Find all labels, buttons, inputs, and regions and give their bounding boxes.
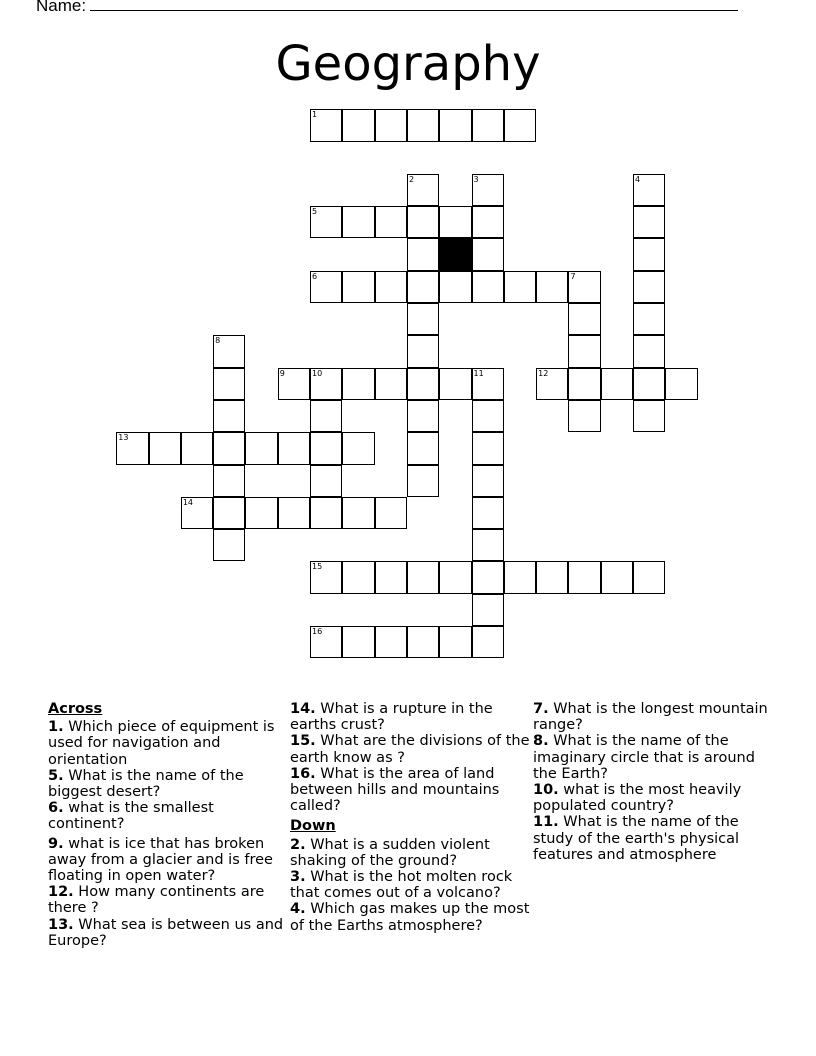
clue-text: What are the divisions of the earth know as ? — [290, 733, 530, 766]
cell-number: 2 — [408, 174, 415, 184]
crossword-cell[interactable] — [536, 271, 568, 303]
crossword-cell[interactable] — [310, 561, 342, 593]
cell-number: 9 — [279, 368, 285, 378]
crossword-cell[interactable] — [310, 497, 342, 529]
clue-number: 9. — [48, 835, 64, 852]
down-clue — [533, 814, 778, 863]
clue-number: 12. — [48, 884, 74, 901]
clue-number: 13. — [48, 916, 74, 933]
down-clue — [290, 837, 535, 869]
clue-number: 11. — [533, 814, 559, 831]
crossword-cell[interactable] — [633, 206, 665, 238]
crossword-cell[interactable] — [213, 497, 245, 529]
cell-number: 7 — [570, 271, 576, 281]
clue-column-1 — [48, 701, 293, 949]
down-clue — [533, 782, 778, 814]
clue-text: What sea is between us and Europe? — [48, 916, 284, 949]
clue-text: What is the hot molten rock that comes out of a volcano? — [290, 869, 513, 902]
clue-number: 8. — [533, 733, 549, 750]
crossword-cell[interactable] — [633, 368, 665, 400]
clue-text: What is the name of the imaginary circle that is around the Earth? — [533, 733, 755, 782]
crossword-cell[interactable] — [310, 432, 342, 464]
crossword-cell[interactable] — [278, 368, 310, 400]
crossword-cell[interactable] — [213, 335, 245, 367]
cell-number: 4 — [635, 174, 641, 184]
crossword-cell[interactable] — [310, 109, 342, 141]
clue-text: what is the most heavily populated country? — [533, 782, 742, 815]
crossword-cell[interactable] — [213, 368, 245, 400]
crossword-cell[interactable] — [472, 497, 504, 529]
crossword-cell[interactable] — [633, 400, 665, 432]
crossword-cell[interactable] — [278, 432, 310, 464]
crossword-cell[interactable] — [568, 368, 600, 400]
down-clue — [533, 701, 778, 733]
across-clue — [48, 719, 293, 768]
clue-number: 16. — [290, 765, 316, 782]
crossword-cell[interactable] — [245, 497, 277, 529]
clue-text: what is ice that has broken away from a glacier and is free floating in open water? — [48, 835, 273, 885]
crossword-cell[interactable] — [407, 432, 439, 464]
crossword-cell[interactable] — [504, 561, 536, 593]
crossword-cell[interactable] — [439, 561, 471, 593]
crossword-cell[interactable] — [407, 561, 439, 593]
crossword-cell[interactable] — [472, 561, 504, 593]
crossword-cell[interactable] — [375, 109, 407, 141]
crossword-cell[interactable] — [342, 109, 374, 141]
across-clue — [290, 701, 535, 733]
down-heading: Down — [290, 818, 336, 835]
cell-number: 3 — [473, 174, 479, 184]
crossword-cell[interactable] — [633, 271, 665, 303]
crossword-cell[interactable] — [342, 432, 374, 464]
across-heading: Across — [48, 701, 103, 717]
page-title: Geography — [275, 36, 541, 92]
crossword-cell[interactable] — [439, 206, 471, 238]
across-clue — [48, 917, 293, 949]
crossword-cell[interactable] — [536, 561, 568, 593]
crossword-cell[interactable] — [568, 400, 600, 432]
crossword-cell[interactable] — [407, 335, 439, 367]
cell-number: 1 — [312, 110, 318, 120]
clue-text: Which gas makes up the most of the Earths atmosphere? — [290, 901, 530, 934]
crossword-cell[interactable] — [213, 465, 245, 497]
crossword-cell[interactable] — [375, 206, 407, 238]
crossword-cell[interactable] — [245, 432, 277, 464]
crossword-cell[interactable] — [568, 561, 600, 593]
crossword-cell[interactable] — [407, 626, 439, 658]
name-label: Name: — [36, 0, 87, 15]
crossword-cell[interactable] — [407, 368, 439, 400]
crossword-cell[interactable] — [665, 368, 697, 400]
crossword-cell[interactable] — [310, 465, 342, 497]
cell-number: 5 — [312, 207, 318, 217]
crossword-cell[interactable] — [439, 368, 471, 400]
crossword-cell[interactable] — [407, 238, 439, 270]
crossword-cell[interactable] — [310, 368, 342, 400]
down-clue — [290, 901, 535, 933]
cell-number: 6 — [312, 271, 318, 281]
black-cell — [439, 238, 471, 270]
clue-text: Which piece of equipment is used for navigation and orientation — [48, 719, 275, 768]
crossword-cell[interactable] — [375, 626, 407, 658]
crossword-cell[interactable] — [472, 271, 504, 303]
crossword-cell[interactable] — [278, 497, 310, 529]
across-clue — [48, 884, 293, 916]
crossword-cell[interactable] — [407, 271, 439, 303]
crossword-cell[interactable] — [116, 432, 148, 464]
crossword-cell[interactable] — [568, 335, 600, 367]
cell-number: 10 — [312, 368, 323, 378]
crossword-cell[interactable] — [568, 271, 600, 303]
crossword-cell[interactable] — [633, 561, 665, 593]
across-clue — [48, 768, 293, 800]
crossword-cell[interactable] — [472, 529, 504, 561]
crossword-cell[interactable] — [633, 335, 665, 367]
clue-text: What is the name of the study of the earth's physical features and atmosphere — [533, 814, 740, 863]
crossword-cell[interactable] — [407, 465, 439, 497]
crossword-cell[interactable] — [342, 206, 374, 238]
clue-text: What is the longest mountain range? — [533, 701, 768, 734]
clue-text: What is a rupture in the earths crust? — [290, 701, 493, 734]
clue-text: What is a sudden violent shaking of the ground? — [290, 836, 490, 869]
clue-number: 2. — [290, 836, 306, 853]
clue-number: 7. — [533, 701, 549, 717]
crossword-cell[interactable] — [342, 626, 374, 658]
crossword-cell[interactable] — [472, 626, 504, 658]
crossword-cell[interactable] — [342, 497, 374, 529]
crossword-cell[interactable] — [407, 109, 439, 141]
crossword-cell[interactable] — [149, 432, 181, 464]
crossword-cell[interactable] — [504, 271, 536, 303]
crossword-cell[interactable] — [633, 303, 665, 335]
clue-text: What is the name of the biggest desert? — [48, 767, 244, 801]
crossword-cell[interactable] — [633, 238, 665, 270]
crossword-cell[interactable] — [375, 368, 407, 400]
clue-number: 1. — [48, 719, 64, 736]
clue-number: 4. — [290, 901, 306, 918]
crossword-cell[interactable] — [568, 303, 600, 335]
down-clue — [533, 733, 778, 782]
clue-column-3 — [533, 701, 778, 863]
crossword-cell[interactable] — [213, 400, 245, 432]
crossword-cell[interactable] — [536, 368, 568, 400]
clue-column-2 — [290, 701, 535, 934]
crossword-cell[interactable] — [504, 109, 536, 141]
crossword-cell[interactable] — [472, 174, 504, 206]
crossword-cell[interactable] — [342, 368, 374, 400]
crossword-cell[interactable] — [601, 561, 633, 593]
across-clue — [48, 836, 293, 885]
crossword-cell[interactable] — [181, 497, 213, 529]
crossword-cell[interactable] — [439, 271, 471, 303]
crossword-cell[interactable] — [472, 400, 504, 432]
crossword-cell[interactable] — [472, 594, 504, 626]
clue-number: 3. — [290, 869, 306, 886]
clue-number: 5. — [48, 767, 64, 784]
crossword-cell[interactable] — [472, 465, 504, 497]
down-clue — [290, 869, 535, 901]
crossword-cell[interactable] — [407, 303, 439, 335]
crossword-cell[interactable] — [310, 400, 342, 432]
crossword-cell[interactable] — [375, 561, 407, 593]
crossword-cell[interactable] — [472, 432, 504, 464]
cell-number: 8 — [215, 336, 221, 346]
cell-number: 15 — [312, 562, 323, 572]
crossword-cell[interactable] — [472, 368, 504, 400]
crossword-cell[interactable] — [375, 497, 407, 529]
across-clue — [48, 800, 293, 832]
crossword-cell[interactable] — [310, 271, 342, 303]
crossword-cell[interactable] — [601, 368, 633, 400]
crossword-cell[interactable] — [633, 174, 665, 206]
crossword-cell[interactable] — [310, 206, 342, 238]
clue-text: What is the area of land between hills and mountains called? — [290, 765, 500, 815]
crossword-cell[interactable] — [310, 626, 342, 658]
clue-number: 14. — [290, 701, 316, 717]
clue-text: How many continents are there ? — [48, 884, 265, 917]
crossword-cell[interactable] — [181, 432, 213, 464]
crossword-cell[interactable] — [342, 271, 374, 303]
across-clue — [290, 733, 535, 765]
clue-number: 15. — [290, 733, 316, 750]
clue-number: 10. — [533, 782, 559, 799]
cell-number: 14 — [182, 497, 194, 507]
crossword-cell[interactable] — [407, 174, 439, 206]
cell-number: 11 — [473, 368, 484, 378]
crossword-cell[interactable] — [342, 561, 374, 593]
crossword-cell[interactable] — [407, 206, 439, 238]
crossword-cell[interactable] — [472, 206, 504, 238]
cell-number: 16 — [312, 627, 323, 637]
clue-number: 6. — [48, 800, 64, 817]
across-clue — [290, 766, 535, 815]
crossword-cell[interactable] — [213, 529, 245, 561]
clue-text: what is the smallest continent? — [48, 800, 214, 833]
cell-number: 12 — [538, 368, 549, 378]
crossword-cell[interactable] — [375, 271, 407, 303]
crossword-cell[interactable] — [439, 626, 471, 658]
crossword-cell[interactable] — [439, 109, 471, 141]
crossword-cell[interactable] — [472, 238, 504, 270]
cell-number: 13 — [118, 433, 129, 443]
crossword-cell[interactable] — [472, 109, 504, 141]
crossword-cell[interactable] — [407, 400, 439, 432]
crossword-cell[interactable] — [213, 432, 245, 464]
